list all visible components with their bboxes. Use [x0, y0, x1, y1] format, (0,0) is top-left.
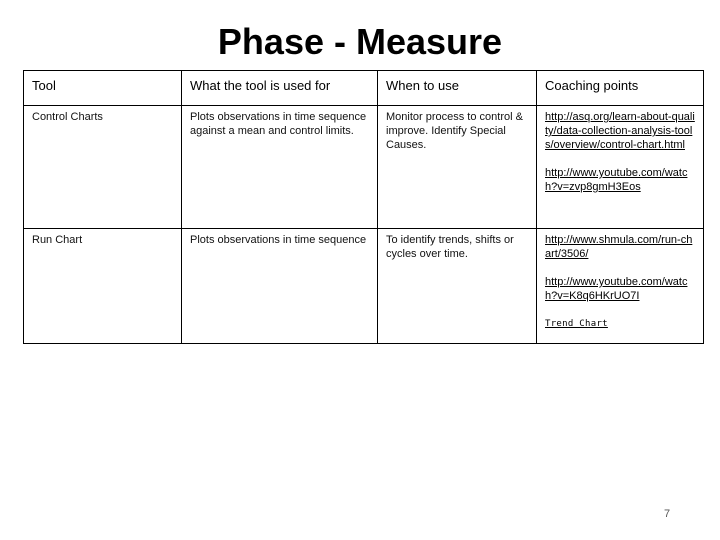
header-coaching: Coaching points	[537, 71, 704, 106]
coaching-link[interactable]: http://asq.org/learn-about-quality/data-collection-analysis-tools/overview/control-chart.html	[545, 111, 695, 151]
when-cell: Monitor process to control & improve. Identify Special Causes.	[378, 106, 537, 229]
coaching-link[interactable]: http://www.youtube.com/watch?v=K8q6HKrUO7I	[545, 276, 688, 302]
coaching-cell	[537, 106, 704, 229]
trend-chart-link[interactable]: Trend Chart	[545, 319, 608, 329]
table-row	[24, 229, 704, 344]
header-tool: Tool	[24, 71, 182, 106]
page-number: 7	[664, 508, 671, 520]
tool-cell: Control Charts	[24, 106, 182, 229]
header-when: When to use	[378, 71, 537, 106]
header-purpose: What the tool is used for	[182, 71, 378, 106]
coaching-cell	[537, 229, 704, 344]
coaching-link[interactable]: http://www.youtube.com/watch?v=zvp8gmH3Eos	[545, 167, 688, 193]
purpose-cell: Plots observations in time sequence against a mean and control limits.	[182, 106, 378, 229]
page-title: Phase - Measure	[217, 21, 503, 62]
tool-cell: Run Chart	[24, 229, 182, 344]
purpose-cell: Plots observations in time sequence	[182, 229, 378, 344]
tools-table	[23, 70, 704, 344]
table-header-row	[24, 71, 704, 106]
when-cell: To identify trends, shifts or cycles over time.	[378, 229, 537, 344]
table-row	[24, 106, 704, 229]
coaching-link[interactable]: http://www.shmula.com/run-chart/3506/	[545, 234, 693, 260]
